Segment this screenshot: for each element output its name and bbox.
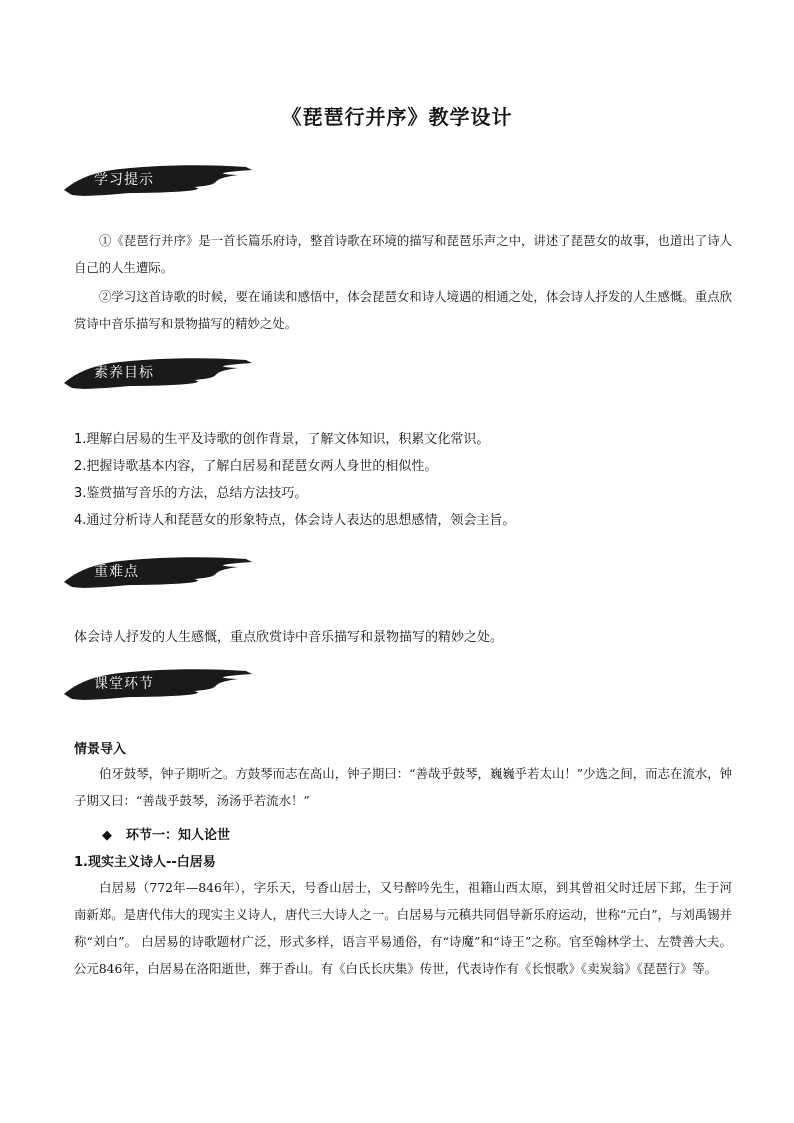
list-item: 3.鉴赏描写音乐的方法，总结方法技巧。 <box>74 486 308 501</box>
sub1-paragraph: 白居易（772年—846年），字乐天，号香山居士，又号醉吟先生，祖籍山西太原，到其曾祖父时迁居下邽，生于河南新郑。是唐代伟大的现实主义诗人，唐代三大诗人之一。白居易与元稹共同倡导新乐府运动，世称“元白”，与刘禹锡并称“刘白”。 白居易的诗歌题材广泛，形式多样，语言平易通俗，有“诗魔”和“诗王”之称。官至翰林学士、左赞善大夫。公元846年，白居易在洛阳逝世，葬于香山。有《白氏长庆集》传世，代表诗作有《长恨歌》《卖炭翁》《琵琶行》等。 <box>74 880 732 976</box>
intro-paragraph: 伯牙鼓琴，钟子期听之。方鼓琴而志在高山，钟子期曰：“善哉乎鼓琴，巍巍乎若太山！”少选之间，而志在流水，钟子期又曰：“善哉乎鼓琴，汤汤乎若流水！” <box>74 766 732 808</box>
key-text: 体会诗人抒发的人生感慨，重点欣赏诗中音乐描写和景物描写的精妙之处。 <box>74 630 504 645</box>
intro-heading: 情景导入 <box>74 742 127 757</box>
list-item: 4.通过分析诗人和琵琶女的形象特点，体会诗人表达的思想感情，领会主旨。 <box>74 513 516 528</box>
step1-heading: 环节一：知人论世 <box>126 828 231 843</box>
section-label-key: 重难点 <box>94 564 139 580</box>
tips-paragraph-1: ①《琵琶行并序》是一首长篇乐府诗，整首诗歌在环境的描写和琵琶乐声之中，讲述了琵琶女的故事，也道出了诗人自己的人生遭际。 <box>74 233 732 275</box>
step1-heading-row <box>102 824 230 843</box>
diamond-bullet-icon: ◆ <box>102 828 112 843</box>
section-label-tips: 学习提示 <box>94 172 154 188</box>
brush-stroke-icon <box>62 353 254 393</box>
section-label-goals: 素养目标 <box>94 365 154 381</box>
list-item: 2.把握诗歌基本内容，了解白居易和琵琶女两人身世的相似性。 <box>74 459 438 474</box>
section-label-class: 课堂环节 <box>94 676 154 692</box>
document-title: 《琵琶行并序》教学设计 <box>281 105 513 129</box>
section-banner-class <box>62 664 254 704</box>
goals-list <box>74 426 734 534</box>
sub1-heading: 1.现实主义诗人--白居易 <box>74 855 216 870</box>
section-banner-tips <box>62 160 254 200</box>
list-item: 1.理解白居易的生平及诗歌的创作背景，了解文体知识，积累文化常识。 <box>74 432 490 447</box>
brush-stroke-icon <box>62 160 254 200</box>
brush-stroke-icon <box>62 664 254 704</box>
section-banner-key <box>62 552 254 592</box>
brush-stroke-icon <box>62 552 254 592</box>
section-banner-goals <box>62 353 254 393</box>
tips-paragraph-2: ②学习这首诗歌的时候，要在诵读和感悟中，体会琵琶女和诗人境遇的相通之处，体会诗人抒发的人生感慨。重点欣赏诗中音乐描写和景物描写的精妙之处。 <box>74 289 732 331</box>
